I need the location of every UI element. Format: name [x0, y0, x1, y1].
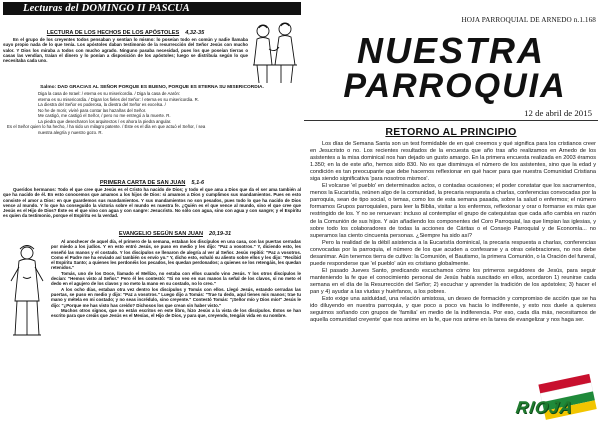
psalm-verse: Me castigó, me castigó el Señor, / pero no me entregó a la muerte. R. — [38, 113, 171, 119]
gospel-heading — [3, 231, 301, 238]
article-paragraph: El pasado Jueves Santo, predicando escuchamos cómo los primeros seguidores de Jesús, para seguir manteniendo la fe que el conocimiento personal de Jesús había suscitado en ellos, acordaron 1) reunirse cada semana en el día de la Resurrección del Señor; 2) escuchar y aprender la tradición de los apóstoles; 3) hacer el pan y 4) ayudar a las viudas y huérfanos, a los pobres. — [310, 267, 596, 295]
first-reading-ref: 4,32-35 — [185, 30, 205, 36]
article-paragraph: El volcarse 'el pueblo' en determinados actos, o contadas ocasiones; el poder constatar que los sacramentos, menos la Eucaristía, reúnen algo de la comunidad, la precaria respuesta a charlas, conferencias convocadas por la parroquia, sean de tipo social, o temas, como los de esta semana pasada, sobre la salud o enfermos; el número formamos Grupos parroquiales, para leer la Biblia, visitar a los enfermos, reflexionar y orar o formarse es más que restringido de los. Y no se renuevan: incluso al contemplar el grupo de catequistas que cada año cambia en razón de la Comunión de sus hijos. Y aún añadiendo los componentes del Coro Parroquial, las que limpian las iglesias, y sobre todo los colaboradores de todas la acciones de Cáritas o el Consejo Parroquial y de Economía... no superamos las ciento cincuenta personas. ¿Siempre ha sido así? — [310, 183, 596, 239]
readings-column — [3, 2, 301, 425]
gospel-paragraph: Tomás, uno de los Doce, llamado el Mellizo, no estaba con ellos cuando vino Jesús. Y los otros discípulos le decían: "Hemos visto al Señor." Pero él les contestó: "Si no veo en sus manos la señal de los clavos, si no meto el dedo en el agujero de los clavos y no meto la mano en su costado, no lo creo." — [51, 270, 301, 287]
second-reading-head: PRIMERA CARTA DE SAN JUAN — [99, 180, 186, 186]
article-paragraph: Pero la realidad de la débil asistencia a la Eucaristía dominical, la precaria respuesta a charlas, conferencias convocadas por la parroquia, el número de los que acuden a confesarse y a otras celebraciones, no nos debe desanimar. Aún tenemos tierra de cultivo: la Comunión, el Bautismo, la primera Comunión, o la Oración del funeral, puede responderse que 'el pueblo' aún es cristiano globalmente. — [310, 239, 596, 267]
divider — [304, 120, 598, 121]
second-reading-body — [3, 187, 301, 219]
gospel-paragraph: Muchos otros signos, que no están escritos en este libro, hizo Jesús a la vista de los discípulos. Éstos se han escrito para que creáis que Jesús es el Mesías, el Hijo de Dios, y para que, creyendo, tengáis vida en su nombre. — [51, 307, 301, 319]
gospel-paragraph: Al anochecer de aquel día, el primero de la semana, estaban los discípulos en una casa, con las puertas cerradas por miedo a los judíos. Y en esto entró Jesús, se puso en medio y les dijo: "Paz a vosotros." Y, diciendo esto, les enseñó las manos y el costado. Y los discípulos se llenaron de alegría al ver al Señor. Jesús repitió: "Paz a vosotros. Como el Padre me ha enviado así también os envío yo." Y, dicho esto, exhaló su aliento sobre ellos y les dijo: "Recibid el Espíritu Santo; a quienes les perdonéis los pecados, les quedan perdonados; a quienes se los retengáis, les quedan retenidos." — [51, 239, 301, 271]
jesus-illustration — [5, 241, 49, 341]
apostles-illustration — [247, 19, 301, 87]
masthead-parroquia: PARROQUIA — [343, 67, 567, 105]
gospel-ref: 20,19-31 — [209, 231, 232, 237]
first-reading-head: LECTURA DE LOS HECHOS DE LOS APÓSTOLES — [46, 30, 180, 36]
gospel-paragraph: A los ocho días, estaban otra vez dentro los discípulos y Tomás con ellos. Llegó Jesús, estando cerradas las puertas, se puso en medio y dijo: "Paz a vosotros." Luego dijo a Tomás: "Trae tu dedo, aquí tienes mis manos; trae tu mano y métela en mi costado; y no seas incrédulo, sino creyente." Contestó Tomás: "¡Señor mío y Dios mío!" Jesús le dijo: "¿Porque me has visto has creído? Dichosos los que crean sin haber visto." — [51, 286, 301, 308]
psalm-verse: eterna es su misericordia. / Digan los fieles del Señor: / eterna es su misericordia. R. — [38, 96, 199, 102]
psalm-verse: Es el Señor quien lo ha hecho, / ha sido un milagro patente. / Éste es el día en que actuó el Señor, / sea — [7, 124, 206, 130]
article-paragraph: Esto exige una asiduidad, una relación amistosa, un deseo de formación y compromiso de acción que se ha ido diluyendo en nuestra parroquia, y que poco a poco va hacia lo indiferente, y esto nos duele a quienes seguimos soñando con grupos de 'familia' en medio de la indiferencia. Por eso, cada día más, necesitamos de aquella comunidad creyente' que nos anime en la fe, que nos anime en la tarea de evangelizar y nos haga ser. — [310, 296, 596, 324]
article-body — [310, 141, 596, 324]
psalm-verse: La piedra que desecharon los arquitectos / es ahora la piedra angular. — [38, 118, 172, 124]
second-reading-heading — [3, 180, 301, 187]
bulletin-number: HOJA PARROQUIAL DE ARNEDO n.1.168 — [461, 16, 596, 24]
second-reading-text: Queridos hermanos: Todo el que cree que Jesús es el Cristo ha nacido de Dios; y todo el que ama a Dios que da el ser ama también al que ha nacido de él. En esto conocemos que amamos a los hijos de Dios: si amamos a Dios y cumplimos sus mandamientos. Pues en esto consiste el amor a Dios: en que guardemos sus mandamientos. Y sus mandamientos no son pesados, pues todo lo que ha nacido de Dios vence al mundo. Y lo que ha conseguido la victoria sobre el mundo es nuestra fe. ¿Quién es el que vence al mundo, sino el que cree que Jesús es el Hijo de Dios? Éste es el que vino con agua y con sangre: Jesucristo. No sólo con agua, sino con agua y con sangre; y el Espíritu es quien da testimonio, porque el Espíritu es la verdad. — [3, 187, 301, 219]
first-reading-body — [3, 37, 248, 63]
first-reading — [3, 30, 248, 63]
gospel — [3, 231, 301, 319]
issue-date: 12 de abril de 2015 — [524, 108, 592, 118]
article-title: RETORNO AL PRINCIPIO — [385, 126, 517, 138]
psalm — [3, 85, 301, 135]
first-reading-heading — [3, 30, 248, 37]
gospel-body — [51, 239, 301, 318]
psalm-verse: No he de morir, viviré para contar las hazañas del Señor. — [38, 107, 147, 113]
bulletin-column — [304, 2, 598, 425]
psalm-verse: La diestra del Señor es poderosa, la diestra del Señor es excelsa. / — [38, 102, 166, 108]
psalm-response: Salmo: DAD GRACIAS AL SEÑOR PORQUE ES BUENO, PORQUE ES ETERNA SU MISERICORDIA. — [40, 85, 264, 90]
second-reading-ref: 5,1-6 — [191, 180, 205, 186]
rioja-wordmark: RIOJA — [514, 398, 575, 417]
gospel-head: EVANGELIO SEGÚN SAN JUAN — [118, 231, 204, 237]
article-paragraph: Los días de Semana Santa son un test formidable de en qué creemos y qué significa para los cristianos creer en Jesucristo o no. Los recientes resultados de la encuesta que año tras año realizamos en Arnedo de los asistentes a la misa dominical nos han dejado un gusto amargo. En la primera encuesta realizada en 2003 éramos 1.350; en la de este año, hemos sido 830. No es que disminuya el número de los asistentes, sino que la edad y condición es tan preocupante que debe hacernos reflexionar en qué hacer para que nuestra Comunidad Cristiana siga siendo significativa 'para nosotros mismos'. — [310, 141, 596, 183]
second-reading — [3, 180, 301, 219]
first-reading-text: En el grupo de los creyentes todos pensaban y sentían lo mismo: lo poseían todo en común y nadie llamaba suyo propio nada de lo que tenía. Los apóstoles daban testimonio de la resurrección del Señor Jesús con mucho valor. Y Dios los miraba a todos con mucho agrado. Ninguno pasaba necesidad, pues los que poseían tierras o casas las vendían, traían el dinero y lo ponían a disposición de los apóstoles; luego se distribuía según lo que necesitaba cada uno. — [3, 37, 248, 64]
psalm-verse: nuestra alegría y nuestro gozo. R. — [38, 129, 103, 135]
readings-title: Lecturas del DOMINGO II PASCUA — [3, 2, 301, 15]
psalm-verse: Diga la casa de Israel: / eterna es su misericordia. / Diga la casa de Aarón: — [38, 91, 181, 96]
masthead-nuestra: NUESTRA — [356, 30, 545, 71]
